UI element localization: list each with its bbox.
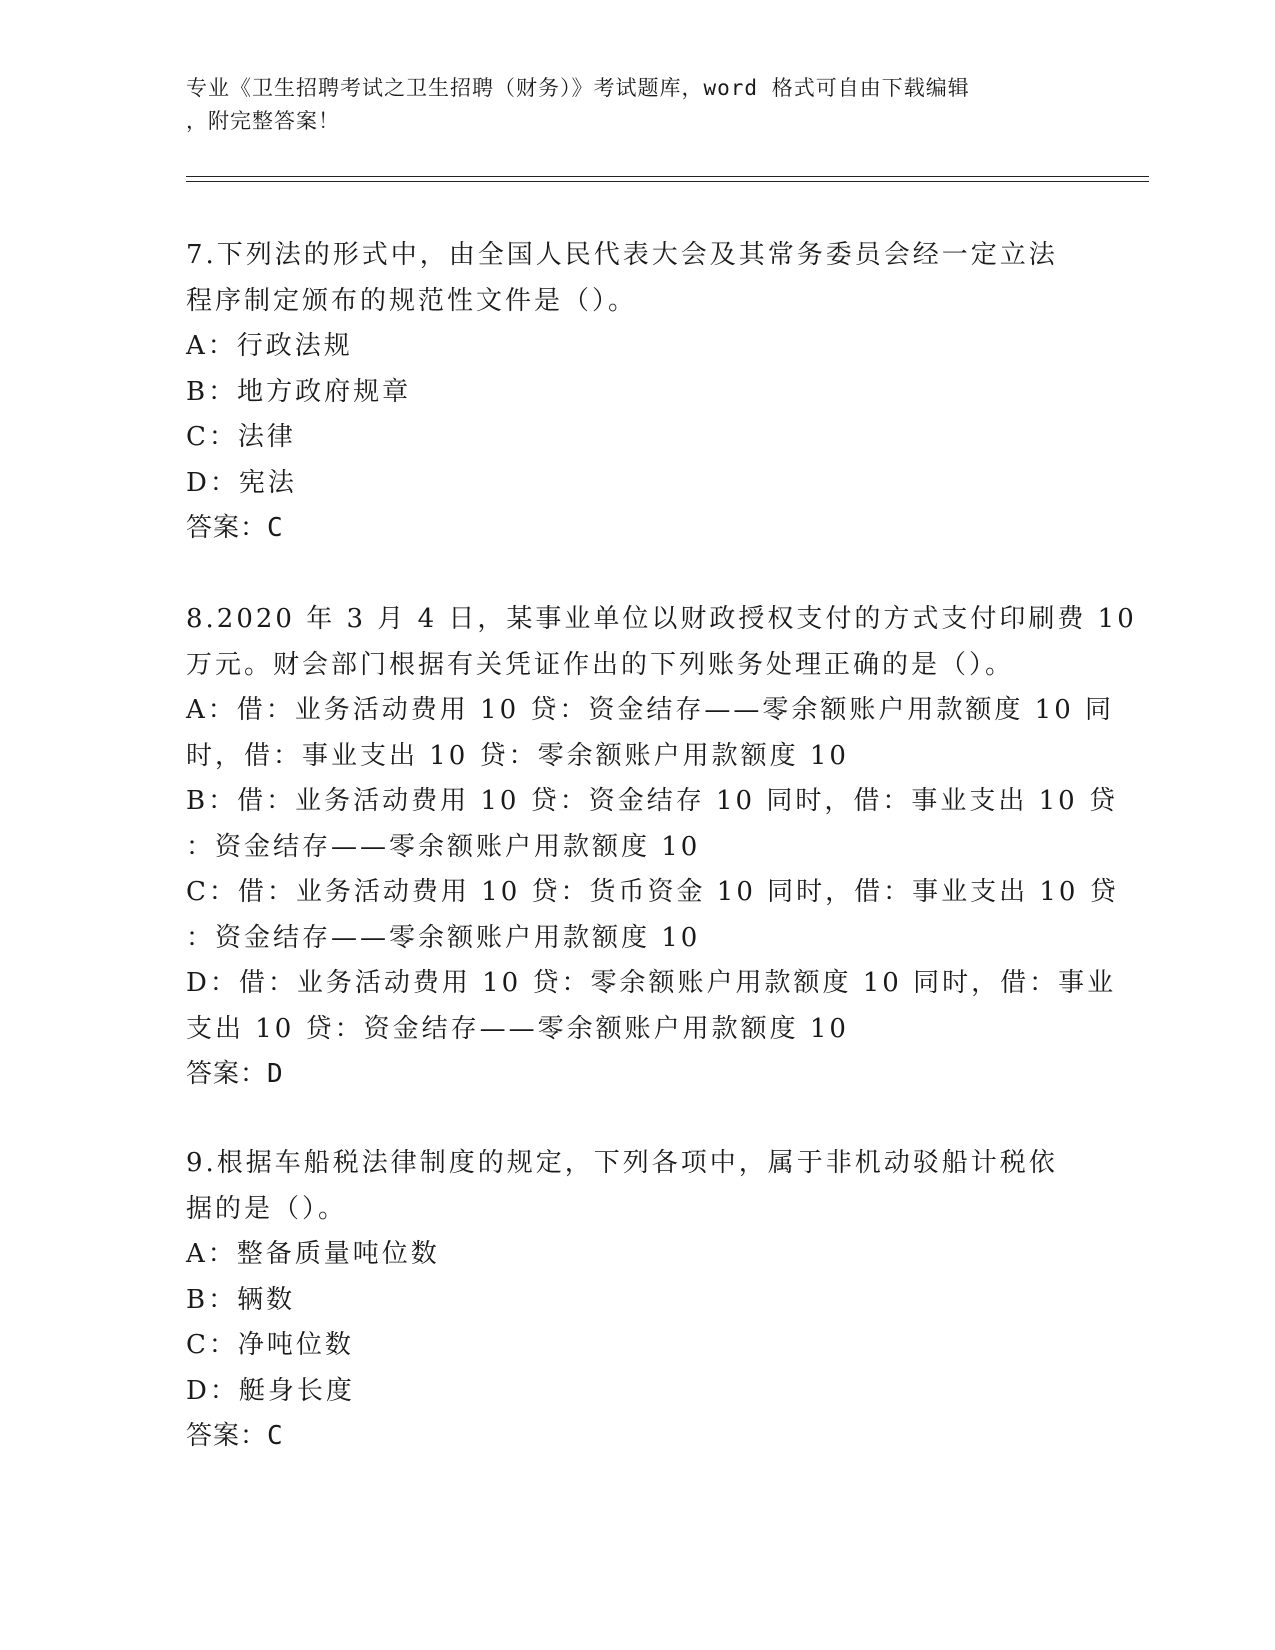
option-b: B：地方政府规章 <box>186 376 412 407</box>
answer-line: 答案：D <box>186 1059 284 1089</box>
option-a: A：行政法规 <box>186 331 353 361</box>
option-b: B：辆数 <box>186 1284 296 1315</box>
question-stem-line: 万元。财会部门根据有关凭证作出的下列账务处理正确的是（）。 <box>186 649 1015 680</box>
question-8 <box>186 597 1137 1098</box>
option-d: D：宪法 <box>186 467 297 498</box>
option-a: A：整备质量吨位数 <box>186 1239 440 1269</box>
option-a: A：借：业务活动费用 10 贷：资金结存——零余额账户用款额度 10 同 <box>186 695 1115 725</box>
option-c: C：净吨位数 <box>186 1330 354 1360</box>
question-stem-line: 据的是（）。 <box>186 1193 348 1224</box>
option-d: D：艇身长度 <box>186 1375 355 1406</box>
answer-line: 答案：C <box>186 1421 284 1451</box>
option-d-continued: 支出 10 贷：资金结存——零余额账户用款额度 10 <box>186 1013 849 1044</box>
option-c: C：法律 <box>186 422 296 452</box>
option-c-continued: ：资金结存——零余额账户用款额度 10 <box>186 922 701 953</box>
option-d: D：借：业务活动费用 10 贷：零余额账户用款额度 10 同时，借：事业 <box>186 968 1117 998</box>
header-line-2: ，附完整答案！ <box>186 109 340 133</box>
question-stem-line: 程序制定颁布的规范性文件是（）。 <box>186 285 638 316</box>
header-line-1: 专业《卫生招聘考试之卫生招聘（财务）》考试题库，word 格式可自由下载编辑 <box>186 76 970 100</box>
question-stem-line: 9.根据车船税法律制度的规定，下列各项中，属于非机动驳船计税依 <box>186 1148 1058 1178</box>
question-stem-line: 7.下列法的形式中，由全国人民代表大会及其常务委员会经一定立法 <box>186 240 1058 270</box>
option-c: C：借：业务活动费用 10 贷：货币资金 10 同时，借：事业支出 10 贷 <box>186 877 1119 907</box>
option-b: B：借：业务活动费用 10 贷：资金结存 10 同时，借：事业支出 10 贷 <box>186 786 1118 816</box>
answer-line: 答案：C <box>186 513 284 543</box>
option-a-continued: 时，借：事业支出 10 贷：零余额账户用款额度 10 <box>186 740 849 771</box>
document-header <box>186 72 1066 138</box>
question-7 <box>186 233 1086 552</box>
header-divider-bottom <box>186 181 1149 182</box>
question-9 <box>186 1141 1086 1460</box>
header-divider-top <box>186 176 1149 177</box>
option-b-continued: ：资金结存——零余额账户用款额度 10 <box>186 831 701 862</box>
question-stem-line: 8.2020 年 3 月 4 日，某事业单位以财政授权支付的方式支付印刷费 10 <box>186 604 1137 634</box>
